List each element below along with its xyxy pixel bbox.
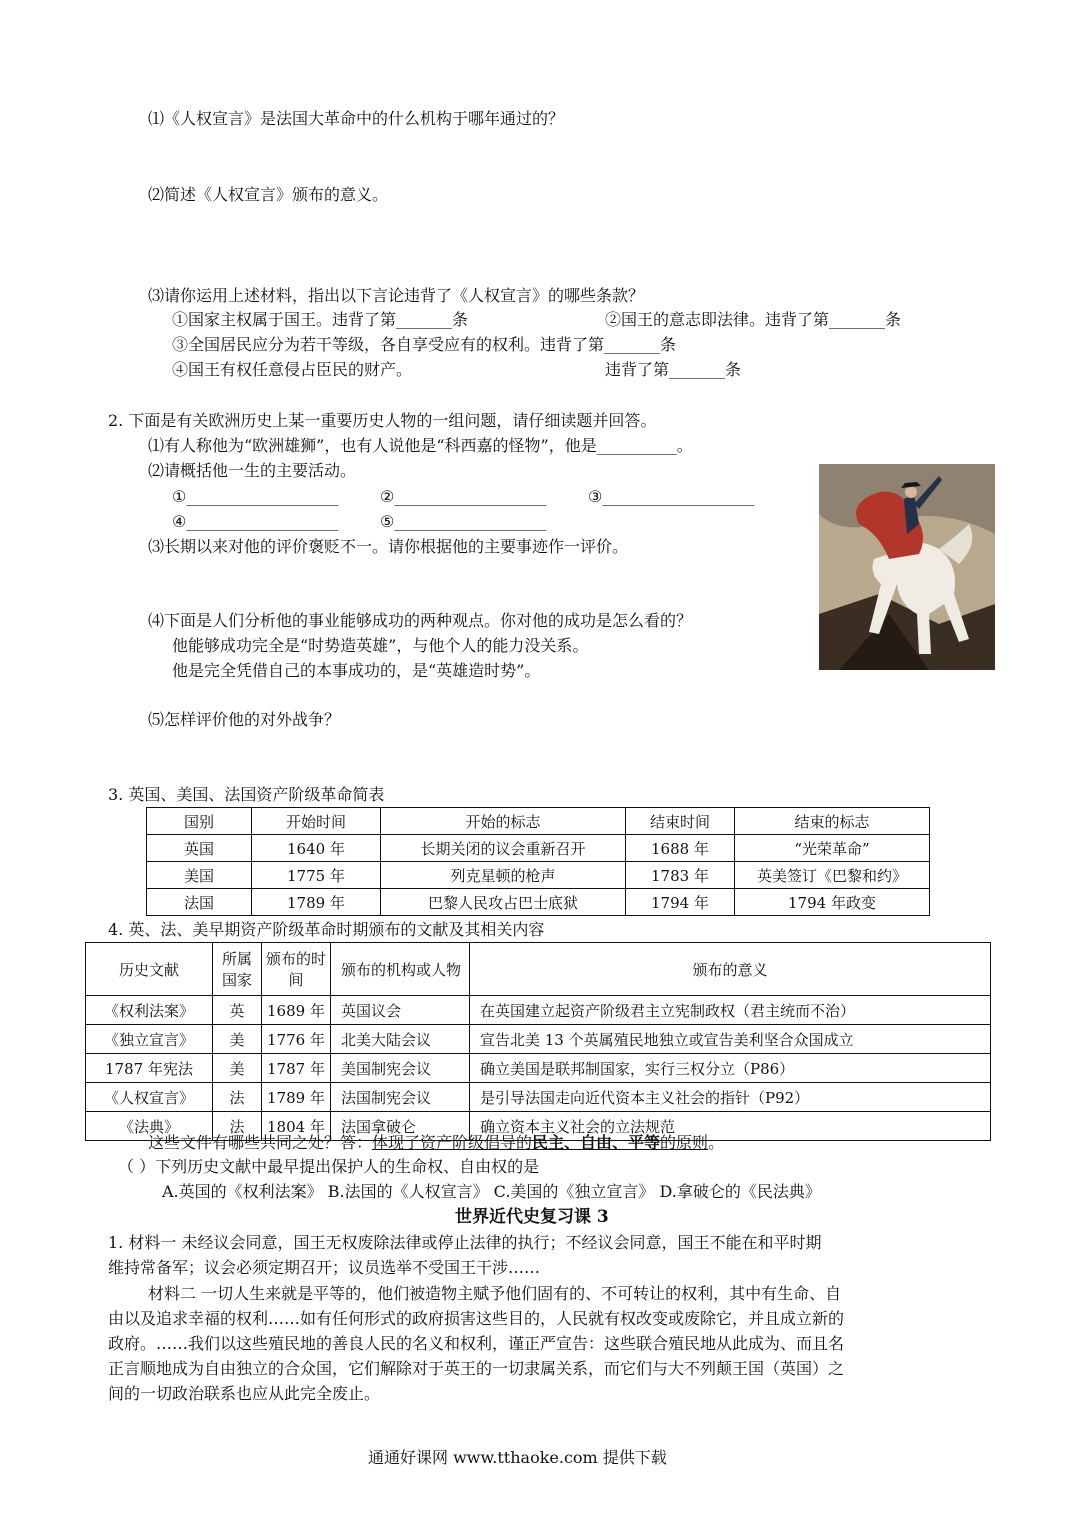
material-line: 政府。……我们以这些殖民地的善良人民的名义和权利，谨正严宣告：这些联合殖民地从此成为、而且名 [108,1334,845,1353]
common-answer-2: 民主、自由、平等 [532,1133,661,1152]
header-cell: 历史文献 [86,943,213,996]
header-cell: 结束的标志 [735,808,930,835]
table-cell: 法国 [147,889,252,916]
question-3: ⑶请你运用上述材料，指出以下言论违背了《人权宣言》的哪些条款？ [148,286,645,305]
napoleon-part-5: ⑸怎样评价他的对外战争？ [148,710,341,729]
blank-2: ②___________________ [380,487,547,506]
header-cell: 开始的标志 [381,808,626,835]
table1-title: 3. 英国、美国、法国资产阶级革命简表 [108,785,385,804]
mcq-options: A.英国的《权利法案》 B.法国的《人权宣言》 C.美国的《独立宣言》 D.拿破仑的《民法典》 [162,1182,821,1201]
table-cell: 1776 年 [262,1025,331,1054]
blank-3: ③___________________ [588,487,755,506]
table-header-row [147,808,930,835]
table-row [86,1054,991,1083]
item-4-answer: 违背了第_______条 [605,360,742,379]
table-cell: 《法典》 [86,1112,213,1141]
header-cell: 颁布的时间 [262,943,331,996]
table-cell: 1689 年 [262,996,331,1025]
item-4: ④国王有权任意侵占臣民的财产。 [172,360,413,379]
table-cell: 1688 年 [626,835,735,862]
blank-4: ④___________________ [172,512,339,531]
item-3: ③全国居民应分为若干等级，各自享受应有的权利。违背了第_______条 [172,335,677,354]
common-end: 。 [708,1133,725,1152]
header-cell: 国别 [147,808,252,835]
table-cell: 列克星顿的枪声 [381,862,626,889]
table-cell: 宣告北美 13 个英属殖民地独立或宣告美利坚合众国成立 [470,1025,991,1054]
blank-1: ①___________________ [172,487,339,506]
table-cell: 确立资本主义社会的立法规范 [470,1112,991,1141]
common-answer-1: 体现了资产阶级倡导的 [372,1133,533,1152]
table-cell: 在英国建立起资产阶级君主立宪制政权（君主统而不治） [470,996,991,1025]
table-cell: 1794 年政变 [735,889,930,916]
table-row [86,1025,991,1054]
table-cell: 美 [213,1054,262,1083]
napoleon-part-4: ⑷下面是人们分析他的事业能够成功的两种观点。你对他的成功是怎么看的？ [148,611,693,630]
section-title: 世界近代史复习课 3 [455,1207,609,1227]
common-answer-3: 的原则 [660,1133,709,1152]
header-cell: 开始时间 [252,808,381,835]
table-cell: 英国议会 [331,996,470,1025]
table-row [86,1083,991,1112]
footer-text: 通通好课网 www.tthaoke.com 提供下载 [368,1448,667,1467]
table-cell: 1794 年 [626,889,735,916]
common-question: 这些文件有哪些共同之处？答： [148,1133,373,1152]
viewpoint-2: 他是完全凭借自己的本事成功的，是“英雄造时势”。 [172,661,541,680]
table-cell: 长期关闭的议会重新召开 [381,835,626,862]
table-cell: 美国 [147,862,252,889]
table-header-row [86,943,991,996]
question-2: ⑵简述《人权宣言》颁布的意义。 [148,185,389,204]
item-2: ②国王的意志即法律。违背了第_______条 [605,310,902,329]
material-line: 正言顺地成为自由独立的合众国，它们解除对于英王的一切隶属关系，而它们与大不列颠王国（英国）之 [108,1359,845,1378]
table-row [147,862,930,889]
common-points [148,1132,724,1154]
table-cell: 是引导法国走向近代资本主义社会的指针（P92） [470,1083,991,1112]
napoleon-question-title: 2. 下面是有关欧洲历史上某一重要历史人物的一组问题，请仔细读题并回答。 [108,411,657,430]
napoleon-painting [819,464,995,670]
table-cell: 1789 年 [252,889,381,916]
blank-5: ⑤___________________ [380,512,547,531]
table-cell: 法 [213,1083,262,1112]
revolution-table [146,807,930,916]
table-cell: 《人权宣言》 [86,1083,213,1112]
material-line: 材料二 一切人生来就是平等的，他们被造物主赋予他们固有的、不可转让的权利，其中有生命、自 [148,1284,842,1303]
mcq-question: （ ）下列历史文献中最早提出保护人的生命权、自由权的是 [118,1157,540,1176]
item-1: ①国家主权属于国王。违背了第_______条 [172,310,469,329]
question-1: ⑴《人权宣言》是法国大革命中的什么机构于哪年通过的？ [148,109,565,128]
table-cell: 1640 年 [252,835,381,862]
material-line: 间的一切政治联系也应从此完全废止。 [108,1384,381,1403]
table2-title: 4. 英、法、美早期资产阶级革命时期颁布的文献及其相关内容 [108,920,545,939]
table-cell: 1804 年 [262,1112,331,1141]
table-cell: 法国制宪会议 [331,1083,470,1112]
table-cell: 确立美国是联邦制国家，实行三权分立（P86） [470,1054,991,1083]
table-cell: 1789 年 [262,1083,331,1112]
table-cell: 1775 年 [252,862,381,889]
table-row [86,996,991,1025]
header-cell: 结束时间 [626,808,735,835]
material-line: 由以及追求幸福的权利……如有任何形式的政府损害这些目的，人民就有权改变或废除它，并且成立新的 [108,1309,845,1328]
table-cell: 法 [213,1112,262,1141]
table-cell: 《权利法案》 [86,996,213,1025]
header-cell: 颁布的意义 [470,943,991,996]
table-cell: 法国拿破仑 [331,1112,470,1141]
table-row [147,835,930,862]
material-line: 维持常备军；议会必须定期召开；议员选举不受国王干涉…… [108,1258,541,1277]
table-cell: 1787 年 [262,1054,331,1083]
table-cell: 北美大陆会议 [331,1025,470,1054]
napoleon-part-1: ⑴有人称他为“欧洲雄狮”，也有人说他是“科西嘉的怪物”，他是__________。 [148,436,693,455]
table-cell: 美 [213,1025,262,1054]
table-cell: “光荣革命” [735,835,930,862]
napoleon-part-3: ⑶长期以来对他的评价褒贬不一。请你根据他的主要事迹作一评价。 [148,537,629,556]
table-cell: 英国 [147,835,252,862]
table-cell: 美国制宪会议 [331,1054,470,1083]
viewpoint-1: 他能够成功完全是“时势造英雄”，与他个人的能力没关系。 [172,636,589,655]
table-cell: 1787 年宪法 [86,1054,213,1083]
napoleon-part-2: ⑵请概括他一生的主要活动。 [148,461,357,480]
header-cell: 所属国家 [213,943,262,996]
table-cell: 1783 年 [626,862,735,889]
table-cell: 英美签订《巴黎和约》 [735,862,930,889]
material-line: 1. 材料一 未经议会同意，国王无权废除法律或停止法律的执行；不经议会同意，国王不能在和平时期 [108,1233,822,1252]
table-row [147,889,930,916]
documents-table [85,942,991,1141]
table-cell: 英 [213,996,262,1025]
header-cell: 颁布的机构或人物 [331,943,470,996]
table-cell: 巴黎人民攻占巴士底狱 [381,889,626,916]
table-cell: 《独立宣言》 [86,1025,213,1054]
